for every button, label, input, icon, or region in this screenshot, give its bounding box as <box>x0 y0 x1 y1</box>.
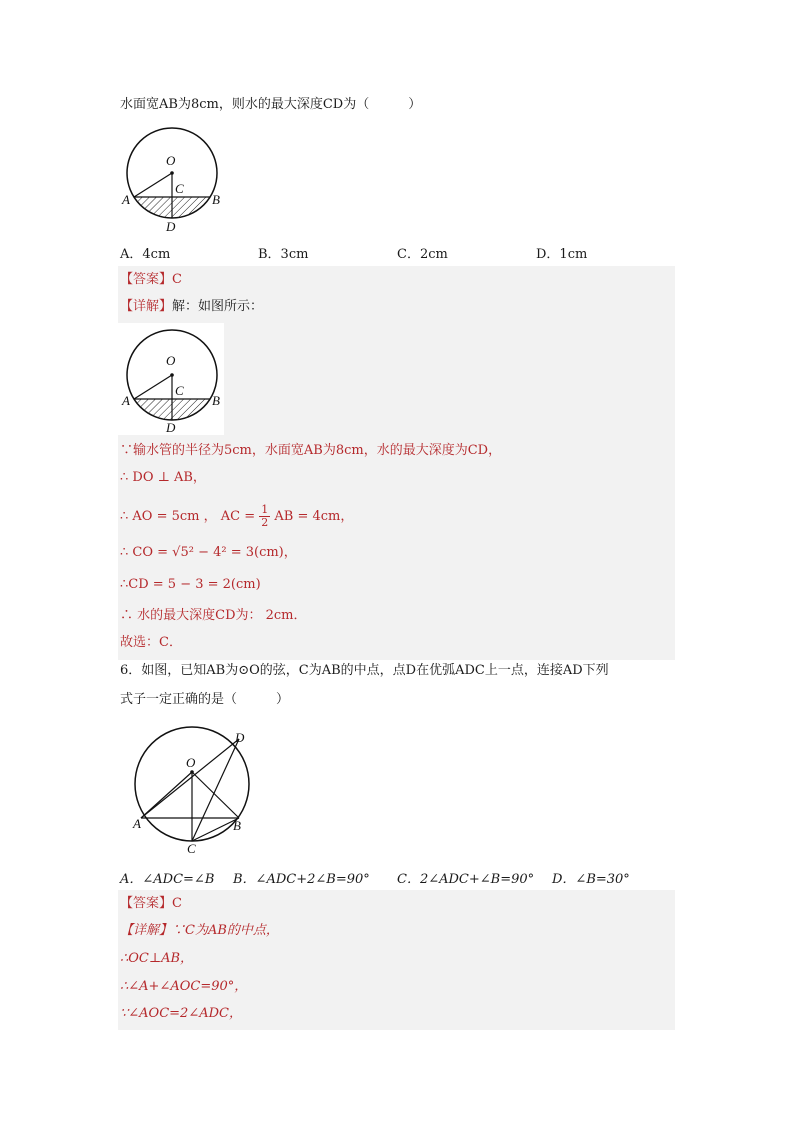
label-b: B <box>212 192 220 207</box>
q6-option-b: B．∠ADC+2∠B=90° <box>233 872 370 887</box>
label-d: D <box>166 420 176 435</box>
q6-step-1: ∴OC⊥AB， <box>120 951 194 966</box>
q5-stem: 水面宽AB为8cm，则水的最大深度CD为（ ） <box>120 97 422 112</box>
label-a: A <box>133 816 141 831</box>
q5-answer: 【答案】C <box>118 266 675 293</box>
q6-figure <box>125 722 260 857</box>
segment-cb <box>192 818 239 841</box>
q5-step-2: ∴ DO ⊥ AB， <box>120 470 206 485</box>
q6-stem-line2: 式子一定正确的是（ ） <box>120 692 290 707</box>
q6-option-a: A．∠ADC=∠B <box>120 872 215 887</box>
label-a: A <box>122 192 130 207</box>
q6-detail-line: 【详解】∵C为AB的中点， <box>120 923 279 938</box>
label-b: B <box>212 393 220 408</box>
label-b: B <box>233 818 241 833</box>
frac-num: 1 <box>261 503 269 516</box>
detail-tag: 【详解】 <box>120 299 173 314</box>
q5-detail-header <box>118 293 675 320</box>
q6-step-2: ∴∠A+∠AOC=90°， <box>120 979 248 994</box>
q6-step-3: ∵∠AOC=2∠ADC， <box>120 1006 242 1021</box>
radius-oa <box>134 173 172 197</box>
label-d: D <box>166 219 176 234</box>
q6-answer: 【答案】C <box>118 890 675 917</box>
q5-step-1: ∵输水管的半径为5cm，水面宽AB为8cm，水的最大深度为CD， <box>120 443 502 458</box>
label-c: C <box>187 841 196 856</box>
q5-option-b: B．3cm <box>258 247 309 262</box>
q6-option-d: D．∠B=30° <box>552 872 630 887</box>
label-o: O <box>166 353 176 368</box>
q6-option-c: C．2∠ADC+∠B=90° <box>397 872 535 887</box>
q5-option-c: C．2cm <box>397 247 448 262</box>
label-c: C <box>175 181 184 196</box>
q5-option-a: A．4cm <box>120 247 171 262</box>
q5-step-6: ∴ 水的最大深度CD为： 2cm． <box>120 608 307 623</box>
step-3-left: ∴ AO = 5cm ， AC = <box>120 509 256 524</box>
q5-option-d: D．1cm <box>536 247 588 262</box>
segment-ad <box>141 739 239 818</box>
label-d: D <box>235 730 245 745</box>
q5-solution-figure <box>118 323 224 435</box>
segment-ob <box>192 772 239 818</box>
q5-step-3 <box>120 504 353 529</box>
label-o: O <box>166 153 176 168</box>
fraction-one-half <box>259 504 270 529</box>
step-3-right: AB = 4cm， <box>274 509 354 524</box>
q5-figure <box>115 125 225 235</box>
q5-step-4: ∴ CO = √5² − 4² = 3(cm)， <box>120 545 297 560</box>
label-o: O <box>186 755 196 770</box>
q5-step-5: ∴CD = 5 − 3 = 2(cm) <box>120 577 261 592</box>
q5-step-7: 故选：C． <box>120 635 182 650</box>
detail-intro: 解：如图所示： <box>172 299 264 314</box>
label-a: A <box>122 393 130 408</box>
q6-stem-line1: 6．如图，已知AB为⊙O的弦，C为AB的中点，点D在优弧ADC上一点，连接AD下列 <box>120 663 609 678</box>
frac-den: 2 <box>261 516 269 529</box>
radius-oa <box>134 375 172 399</box>
label-c: C <box>175 383 184 398</box>
